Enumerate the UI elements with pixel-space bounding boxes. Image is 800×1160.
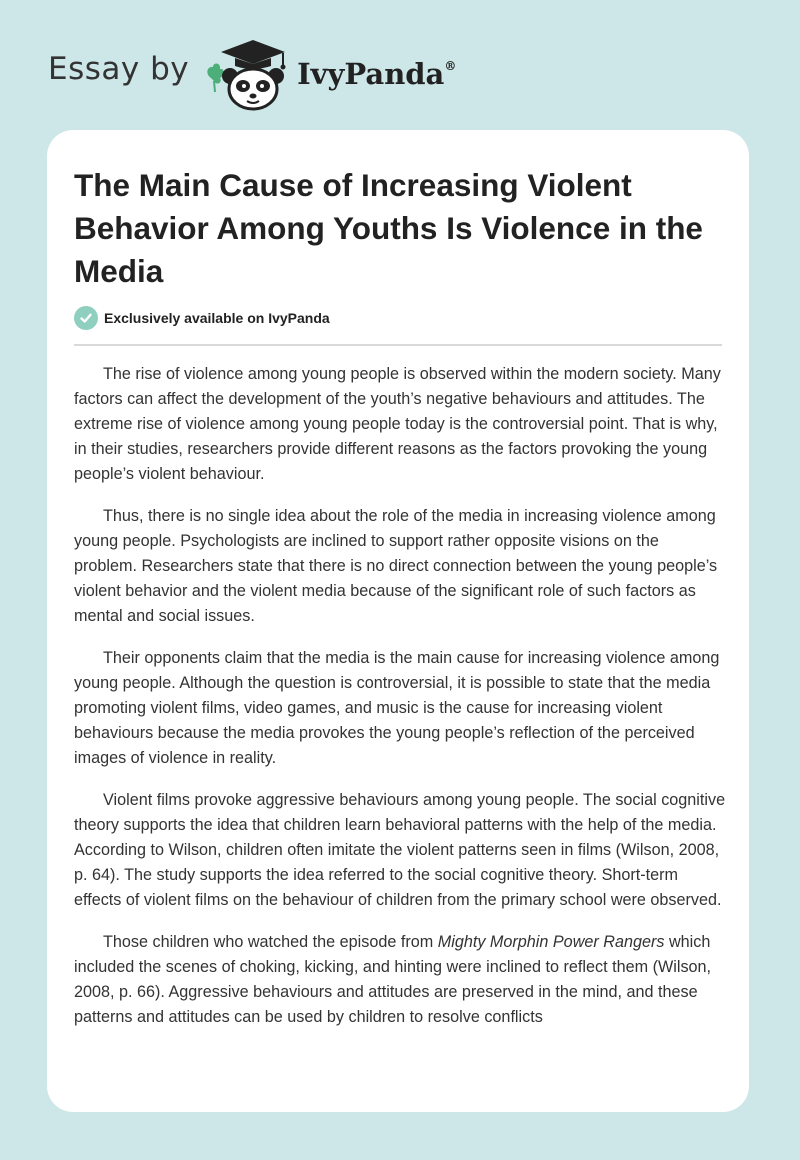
divider — [74, 344, 722, 346]
ivy-leaf-icon — [207, 63, 223, 92]
site-header — [48, 34, 508, 114]
paragraph-text: which included the scenes of choking, kicking, and hinting were inclined to reflect them (Wilson, 2008, p. 66). Aggressive behaviours and attitudes are preserved in the mind, and these patterns and attitudes can be used by children to resolve conflicts — [74, 933, 712, 1026]
paragraph: Violent films provoke aggressive behaviours among young people. The social cognitive theory supports the idea that children learn behavioral patterns with the help of the media. According to Wilson, children often imitate the violent patterns seen in films (Wilson, 2008, p. 64). The study supports the idea referred to the social cognitive theory. Short-term effects of violent films on the behaviour of children from the primary school were observed. — [74, 791, 726, 909]
trademark-symbol: ® — [444, 59, 457, 73]
paragraph-text: Those children who watched the episode from — [103, 933, 438, 951]
checkmark-icon — [74, 306, 98, 330]
essay-card — [47, 130, 749, 1112]
paragraph: Thus, there is no single idea about the role of the media in increasing violence among young people. Psychologists are inclined to support rather opposite visions on the problem. Researchers state that there is no direct connection between the young people’s violent behavior and the violent media because of the significant role of such factors as mental and social issues. — [74, 507, 718, 625]
exclusive-badge-label: Exclusively available on IvyPanda — [104, 310, 330, 326]
brand-text: IvyPanda — [297, 57, 445, 91]
brand-name[interactable] — [297, 57, 456, 91]
essay-by-label: Essay by — [48, 51, 190, 87]
paragraph — [74, 930, 726, 1030]
paragraph: The rise of violence among young people is observed within the modern society. Many factors can affect the development of the youth’s negative behaviours and attitudes. The extreme rise of violence among young people today is the controversial point. That is why, in their studies, researchers provide different reasons as the factors provoking the young people’s violent behaviour. — [74, 365, 721, 483]
panda-logo-icon[interactable] — [203, 34, 291, 114]
show-title: Mighty Morphin Power Rangers — [437, 933, 665, 951]
essay-body — [74, 362, 726, 1047]
paragraph: Their opponents claim that the media is the main cause for increasing violence among young people. Although the question is controversial, it is possible to state that the media promoting violent films, video games, and music is the cause for increasing violent behaviours because the media provokes the young people’s reflection of the perceived images of violence in reality. — [74, 649, 720, 767]
exclusive-badge — [74, 306, 330, 330]
essay-title: The Main Cause of Increasing Violent Behavior Among Youths Is Violence in the Media — [74, 167, 703, 289]
